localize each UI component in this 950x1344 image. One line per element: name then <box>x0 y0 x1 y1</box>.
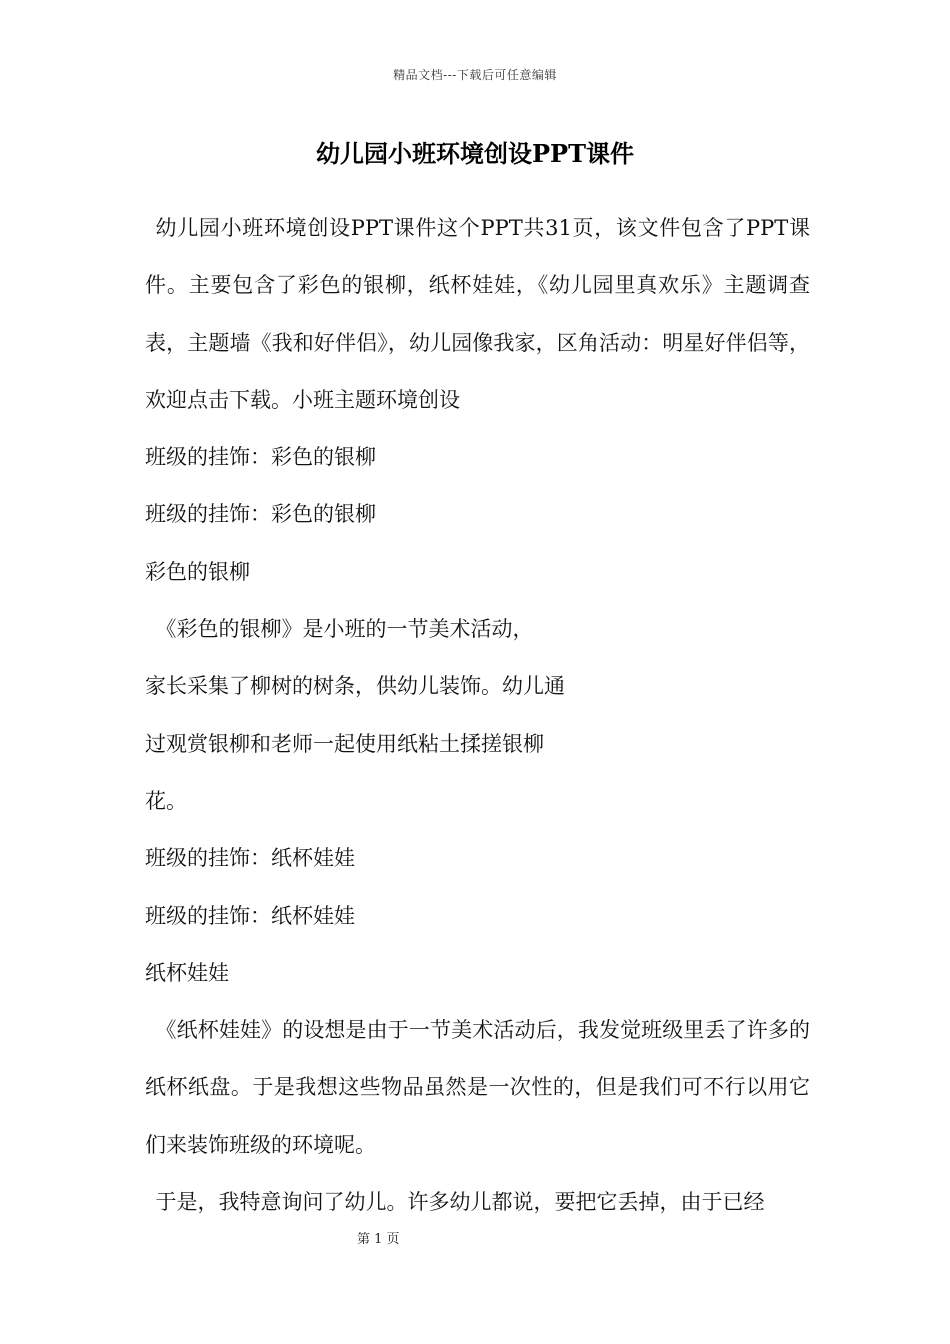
paragraph-intro: 幼儿园小班环境创设PPT课件这个PPT共31页，该文件包含了PPT课件。主要包含了彩色的银柳，纸杯娃娃，《幼儿园里真欢乐》主题调查表，主题墙《我和好伴侣》，幼儿园像我家，区角活动：明星好伴侣等，欢迎点击下载。小班主题环境创设 <box>145 216 810 412</box>
page-header-note: 精品文档---下载后可任意编辑 <box>393 68 557 82</box>
paragraph-subheading: 彩色的银柳 <box>145 559 250 584</box>
paragraph-text: 过观赏银柳和老师一起使用纸粘土揉搓银柳 <box>145 731 544 756</box>
paragraph-heading: 班级的挂饰：纸杯娃娃 <box>145 846 355 871</box>
paragraph-heading: 班级的挂饰：彩色的银柳 <box>145 502 376 527</box>
document-body <box>145 200 810 1231</box>
paragraph-heading: 班级的挂饰：纸杯娃娃 <box>145 903 355 928</box>
document-title: 幼儿园小班环境创设PPT课件 <box>316 139 634 168</box>
paragraph-text: 家长采集了柳树的树条，供幼儿装饰。幼儿通 <box>145 674 565 699</box>
page-number: 第 1 页 <box>357 1232 400 1247</box>
paragraph-subheading: 纸杯娃娃 <box>145 960 229 985</box>
paragraph-text: 《彩色的银柳》是小班的一节美术活动， <box>155 617 534 642</box>
paragraph-text: 《纸杯娃娃》的设想是由于一节美术活动后，我发觉班级里丢了许多的纸杯纸盘。于是我想这些物品虽然是一次性的，但是我们可不行以用它们来装饰班级的环境呢。 <box>145 1018 810 1157</box>
paragraph-heading: 班级的挂饰：彩色的银柳 <box>145 445 376 470</box>
paragraph-text: 于是，我特意询问了幼儿。许多幼儿都说，要把它丢掉，由于已经 <box>155 1190 765 1215</box>
paragraph-text: 花。 <box>145 788 187 813</box>
